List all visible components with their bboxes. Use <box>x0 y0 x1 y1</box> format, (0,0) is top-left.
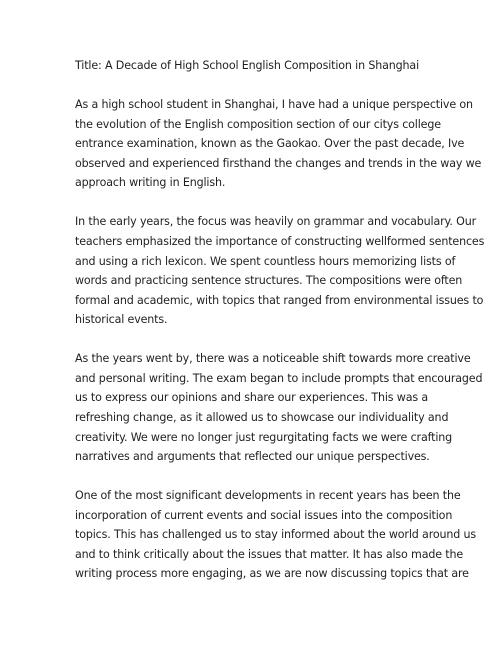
paragraph-line: teachers emphasized the importance of constructing wellformed sentences <box>75 235 485 249</box>
paragraph-line: topics. This has challenged us to stay informed about the world around us <box>75 528 477 542</box>
paragraph-line: refreshing change, as it allowed us to showcase our individuality and <box>75 410 449 424</box>
paragraph-line: us to express our opinions and share our experiences. This was a <box>75 391 428 405</box>
paragraph-line: words and practicing sentence structures. The compositions were often <box>75 274 463 288</box>
paragraph-line: and using a rich lexicon. We spent countless hours memorizing lists of <box>75 254 456 268</box>
document-title: Title: A Decade of High School English Composition in Shanghai <box>75 59 419 72</box>
paragraph-line: the evolution of the English composition section of our citys college <box>75 117 441 131</box>
paragraph-early-years <box>75 212 485 329</box>
paragraph-line: In the early years, the focus was heavily on grammar and vocabulary. Our <box>75 215 476 229</box>
paragraph-line: approach writing in English. <box>75 176 226 190</box>
paragraph-line: incorporation of current events and social issues into the composition <box>75 508 453 522</box>
paragraph-intro <box>75 95 482 193</box>
paragraph-line: As a high school student in Shanghai, I have had a unique perspective on <box>75 98 473 112</box>
paragraph-line: As the years went by, there was a noticeable shift towards more creative <box>75 352 471 366</box>
paragraph-line: narratives and arguments that reflected our unique perspectives. <box>75 450 430 464</box>
paragraph-line: One of the most significant developments in recent years has been the <box>75 489 461 503</box>
paragraph-line: formal and academic, with topics that ranged from environmental issues to <box>75 293 484 307</box>
paragraph-line: historical events. <box>75 313 168 327</box>
paragraph-line: and to think critically about the issues that matter. It has also made the <box>75 547 464 561</box>
paragraph-line: observed and experienced firsthand the changes and trends in the way we <box>75 156 482 170</box>
paragraph-line: entrance examination, known as the Gaokao. Over the past decade, Ive <box>75 137 465 151</box>
paragraph-line: and personal writing. The exam began to include prompts that encouraged <box>75 371 483 385</box>
paragraph-line: writing process more engaging, as we are now discussing topics that are <box>75 567 469 581</box>
document-body <box>75 56 485 604</box>
paragraph-current-events <box>75 486 475 584</box>
paragraph-creative-shift <box>75 349 483 466</box>
paragraph-line: creativity. We were no longer just regurgitating facts we were crafting <box>75 430 453 444</box>
